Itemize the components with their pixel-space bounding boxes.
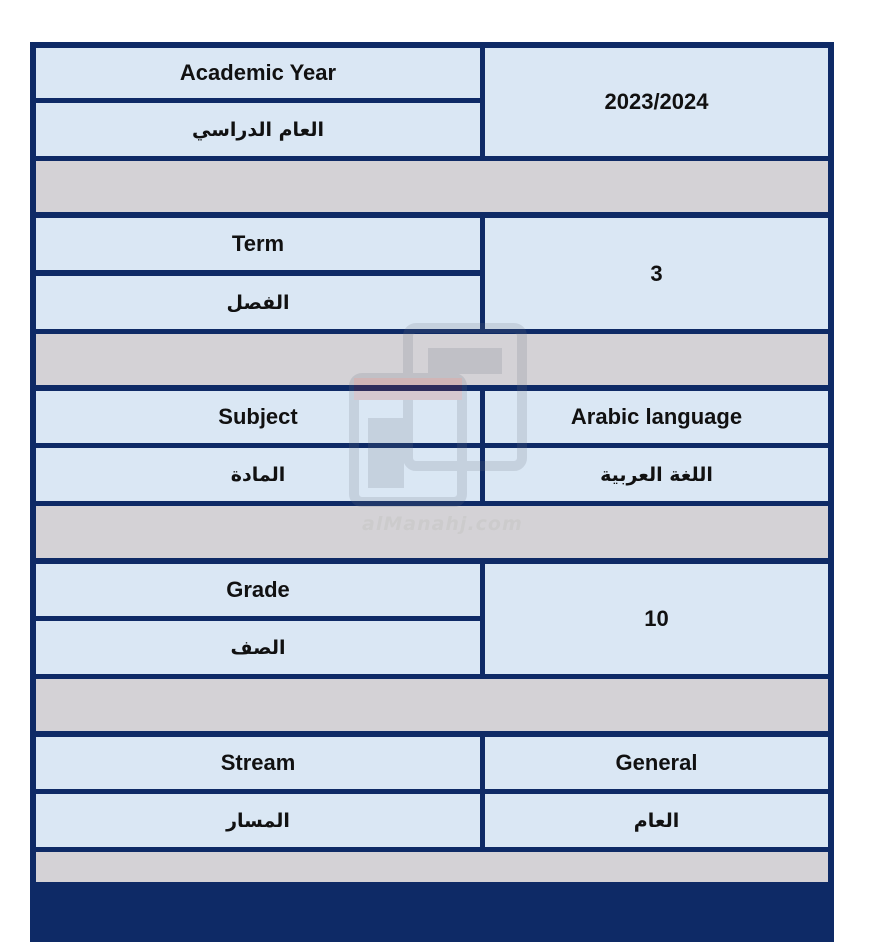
term-label-ar: الفصل <box>36 276 480 329</box>
subject-label-en: Subject <box>36 391 480 443</box>
watermark-text: alManahj.com <box>362 513 523 535</box>
grade-label-en: Grade <box>36 564 480 616</box>
separator-row <box>36 161 828 212</box>
term-value: 3 <box>485 218 828 329</box>
stream-label-ar: المسار <box>36 794 480 847</box>
separator-row <box>36 679 828 731</box>
term-label-en: Term <box>36 218 480 270</box>
subject-value-ar: اللغة العربية <box>485 448 828 501</box>
stream-value-en: General <box>485 737 828 789</box>
academic-year-value: 2023/2024 <box>485 48 828 156</box>
subject-value-en: Arabic language <box>485 391 828 443</box>
separator-row <box>36 852 828 882</box>
stream-value-ar: العام <box>485 794 828 847</box>
academic-year-label-ar: العام الدراسي <box>36 103 480 156</box>
grade-label-ar: الصف <box>36 621 480 674</box>
grade-value: 10 <box>485 564 828 674</box>
academic-year-label-en: Academic Year <box>36 48 480 98</box>
subject-label-ar: المادة <box>36 448 480 501</box>
stream-label-en: Stream <box>36 737 480 789</box>
separator-row <box>36 334 828 385</box>
